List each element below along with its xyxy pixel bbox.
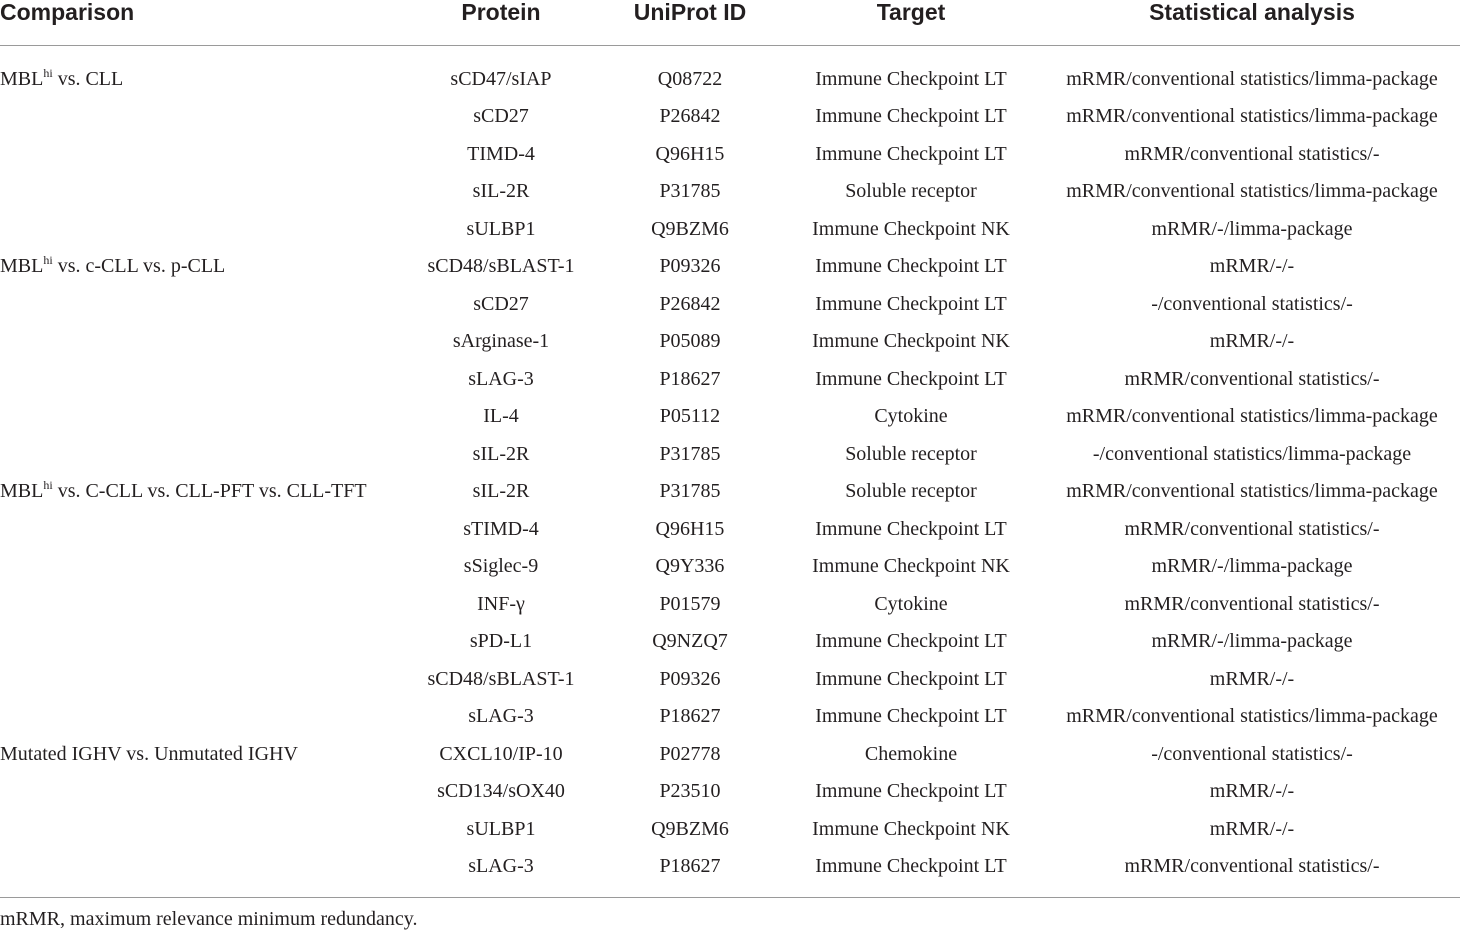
comparison-label: Mutated IGHV vs. Unmutated IGHV [0, 742, 298, 765]
cell-uniprot-id: Q9NZQ7 [652, 630, 728, 653]
cell-protein: sULBP1 [466, 817, 536, 840]
table-row [0, 735, 1460, 773]
cell-comparison [0, 323, 400, 361]
cell-target: Chemokine [864, 742, 958, 765]
table-row [0, 435, 1460, 473]
cell-protein: sLAG-3 [468, 855, 534, 878]
header-statistical-analysis: Statistical analysis [1044, 0, 1460, 46]
cell-statistical-analysis: mRMR/conventional statistics/limma-package [1066, 180, 1438, 203]
table-row [0, 323, 1460, 361]
cell-uniprot-id: P26842 [659, 105, 721, 128]
comparison-label-rest: vs. CLL [52, 67, 124, 90]
table-row [0, 698, 1460, 736]
cell-statistical-analysis: mRMR/-/- [1209, 667, 1295, 690]
cell-statistical-analysis: mRMR/-/limma-package [1151, 555, 1353, 578]
cell-comparison [0, 248, 400, 286]
comparison-label: MBL [0, 67, 44, 90]
cell-statistical-analysis: mRMR/conventional statistics/- [1124, 142, 1380, 165]
cell-target: Immune Checkpoint NK [812, 555, 1010, 578]
cell-target: Immune Checkpoint NK [812, 217, 1010, 240]
cell-target: Cytokine [874, 405, 948, 428]
cell-statistical-analysis: -/conventional statistics/limma-package [1092, 442, 1412, 465]
cell-uniprot-id: Q9BZM6 [651, 817, 729, 840]
cell-statistical-analysis: mRMR/conventional statistics/limma-package [1066, 480, 1438, 503]
cell-protein: sPD-L1 [469, 630, 533, 653]
cell-uniprot-id: P31785 [659, 442, 721, 465]
cell-protein: sIL-2R [472, 480, 530, 503]
cell-target: Immune Checkpoint LT [815, 780, 1007, 803]
cell-statistical-analysis: -/conventional statistics/- [1151, 292, 1353, 315]
cell-comparison [0, 623, 400, 661]
cell-target: Immune Checkpoint LT [815, 667, 1007, 690]
cell-protein: sCD48/sBLAST-1 [427, 255, 575, 278]
cell-comparison [0, 173, 400, 211]
cell-target: Immune Checkpoint LT [815, 705, 1007, 728]
cell-uniprot-id: Q96H15 [655, 517, 725, 540]
table-row [0, 810, 1460, 848]
comparison-superscript: hi [43, 478, 53, 493]
cell-uniprot-id: P31785 [659, 180, 721, 203]
cell-statistical-analysis: -/conventional statistics/- [1151, 742, 1353, 765]
cell-target: Immune Checkpoint LT [815, 255, 1007, 278]
cell-protein: sCD134/sOX40 [437, 780, 565, 803]
cell-comparison [0, 435, 400, 473]
cell-protein: sSiglec-9 [463, 555, 539, 578]
cell-statistical-analysis: mRMR/conventional statistics/limma-package [1066, 105, 1438, 128]
header-protein: Protein [400, 0, 602, 46]
table-row [0, 398, 1460, 436]
cell-comparison [0, 285, 400, 323]
cell-target: Soluble receptor [845, 480, 977, 503]
comparison-superscript: hi [43, 253, 53, 268]
cell-target: Immune Checkpoint LT [815, 292, 1007, 315]
cell-target: Immune Checkpoint LT [815, 142, 1007, 165]
cell-comparison [0, 548, 400, 586]
comparison-label-rest: vs. C-CLL vs. CLL-PFT vs. CLL-TFT [52, 480, 367, 503]
cell-comparison [0, 135, 400, 173]
cell-target: Immune Checkpoint LT [815, 855, 1007, 878]
table-row [0, 623, 1460, 661]
cell-target: Immune Checkpoint LT [815, 517, 1007, 540]
cell-target: Soluble receptor [845, 442, 977, 465]
cell-statistical-analysis: mRMR/conventional statistics/- [1124, 855, 1380, 878]
cell-uniprot-id: Q9Y336 [655, 555, 725, 578]
table-header-row [0, 0, 1460, 46]
table-row [0, 210, 1460, 248]
table-row [0, 473, 1460, 511]
cell-uniprot-id: P18627 [659, 855, 721, 878]
cell-statistical-analysis: mRMR/conventional statistics/- [1124, 367, 1380, 390]
cell-uniprot-id: P09326 [659, 667, 721, 690]
cell-statistical-analysis: mRMR/conventional statistics/- [1124, 592, 1380, 615]
cell-uniprot-id: P26842 [659, 292, 721, 315]
cell-statistical-analysis: mRMR/-/limma-package [1151, 630, 1353, 653]
cell-target: Immune Checkpoint NK [812, 817, 1010, 840]
header-comparison: Comparison [0, 0, 400, 46]
table-row [0, 773, 1460, 811]
cell-target: Immune Checkpoint LT [815, 367, 1007, 390]
cell-protein: INF-γ [477, 592, 525, 615]
cell-protein: CXCL10/IP-10 [439, 742, 563, 765]
cell-protein: sTIMD-4 [463, 517, 539, 540]
cell-uniprot-id: P31785 [659, 480, 721, 503]
table-row [0, 135, 1460, 173]
table-row [0, 585, 1460, 623]
table-body [0, 46, 1460, 886]
cell-protein: sArginase-1 [452, 330, 550, 353]
cell-comparison [0, 46, 400, 98]
table-row [0, 98, 1460, 136]
cell-statistical-analysis: mRMR/conventional statistics/limma-package [1066, 67, 1438, 90]
cell-statistical-analysis: mRMR/-/- [1209, 255, 1295, 278]
table-footnote: mRMR, maximum relevance minimum redundancy. [0, 897, 1460, 930]
cell-protein: sCD47/sIAP [450, 67, 552, 90]
cell-protein: sIL-2R [472, 442, 530, 465]
cell-uniprot-id: Q08722 [657, 67, 723, 90]
cell-comparison [0, 773, 400, 811]
cell-comparison [0, 98, 400, 136]
comparison-label: MBL [0, 255, 44, 278]
cell-target: Immune Checkpoint LT [815, 67, 1007, 90]
table-row [0, 46, 1460, 98]
cell-protein: sCD27 [473, 105, 529, 128]
cell-comparison [0, 473, 400, 511]
cell-target: Soluble receptor [845, 180, 977, 203]
cell-statistical-analysis: mRMR/conventional statistics/limma-package [1066, 405, 1438, 428]
cell-protein: sULBP1 [466, 217, 536, 240]
cell-comparison [0, 510, 400, 548]
table-row [0, 285, 1460, 323]
cell-uniprot-id: P01579 [659, 592, 721, 615]
cell-target: Immune Checkpoint NK [812, 330, 1010, 353]
cell-protein: TIMD-4 [467, 142, 535, 165]
cell-protein: sIL-2R [472, 180, 530, 203]
cell-protein: sCD27 [473, 292, 529, 315]
table-row [0, 848, 1460, 886]
cell-statistical-analysis: mRMR/conventional statistics/limma-package [1066, 705, 1438, 728]
cell-comparison [0, 660, 400, 698]
comparison-label-rest: vs. c-CLL vs. p-CLL [52, 255, 226, 278]
cell-protein: sLAG-3 [468, 705, 534, 728]
cell-uniprot-id: P09326 [659, 255, 721, 278]
table-row [0, 248, 1460, 286]
cell-comparison [0, 210, 400, 248]
cell-protein: sLAG-3 [468, 367, 534, 390]
comparison-superscript: hi [43, 65, 53, 80]
table-row [0, 360, 1460, 398]
table-row [0, 510, 1460, 548]
cell-uniprot-id: Q9BZM6 [651, 217, 729, 240]
cell-comparison [0, 848, 400, 886]
cell-comparison [0, 698, 400, 736]
cell-statistical-analysis: mRMR/conventional statistics/- [1124, 517, 1380, 540]
cell-protein: sCD48/sBLAST-1 [427, 667, 575, 690]
cell-uniprot-id: P05112 [659, 405, 721, 428]
cell-target: Cytokine [874, 592, 948, 615]
cell-statistical-analysis: mRMR/-/- [1209, 330, 1295, 353]
cell-statistical-analysis: mRMR/-/- [1209, 817, 1295, 840]
comparison-label: MBL [0, 480, 44, 503]
cell-comparison [0, 735, 400, 773]
cell-uniprot-id: P02778 [659, 742, 721, 765]
cell-comparison [0, 360, 400, 398]
table-row [0, 660, 1460, 698]
cell-target: Immune Checkpoint LT [815, 105, 1007, 128]
cell-uniprot-id: Q96H15 [655, 142, 725, 165]
cell-uniprot-id: P18627 [659, 367, 721, 390]
cell-uniprot-id: P05089 [659, 330, 721, 353]
table-row [0, 173, 1460, 211]
cell-statistical-analysis: mRMR/-/- [1209, 780, 1295, 803]
table-row [0, 548, 1460, 586]
header-uniprot-id: UniProt ID [602, 0, 778, 46]
cell-uniprot-id: P18627 [659, 705, 721, 728]
cell-comparison [0, 585, 400, 623]
header-target: Target [778, 0, 1044, 46]
cell-target: Immune Checkpoint LT [815, 630, 1007, 653]
cell-comparison [0, 398, 400, 436]
cell-uniprot-id: P23510 [659, 780, 721, 803]
cell-statistical-analysis: mRMR/-/limma-package [1151, 217, 1353, 240]
cell-protein: IL-4 [483, 405, 519, 428]
cell-comparison [0, 810, 400, 848]
